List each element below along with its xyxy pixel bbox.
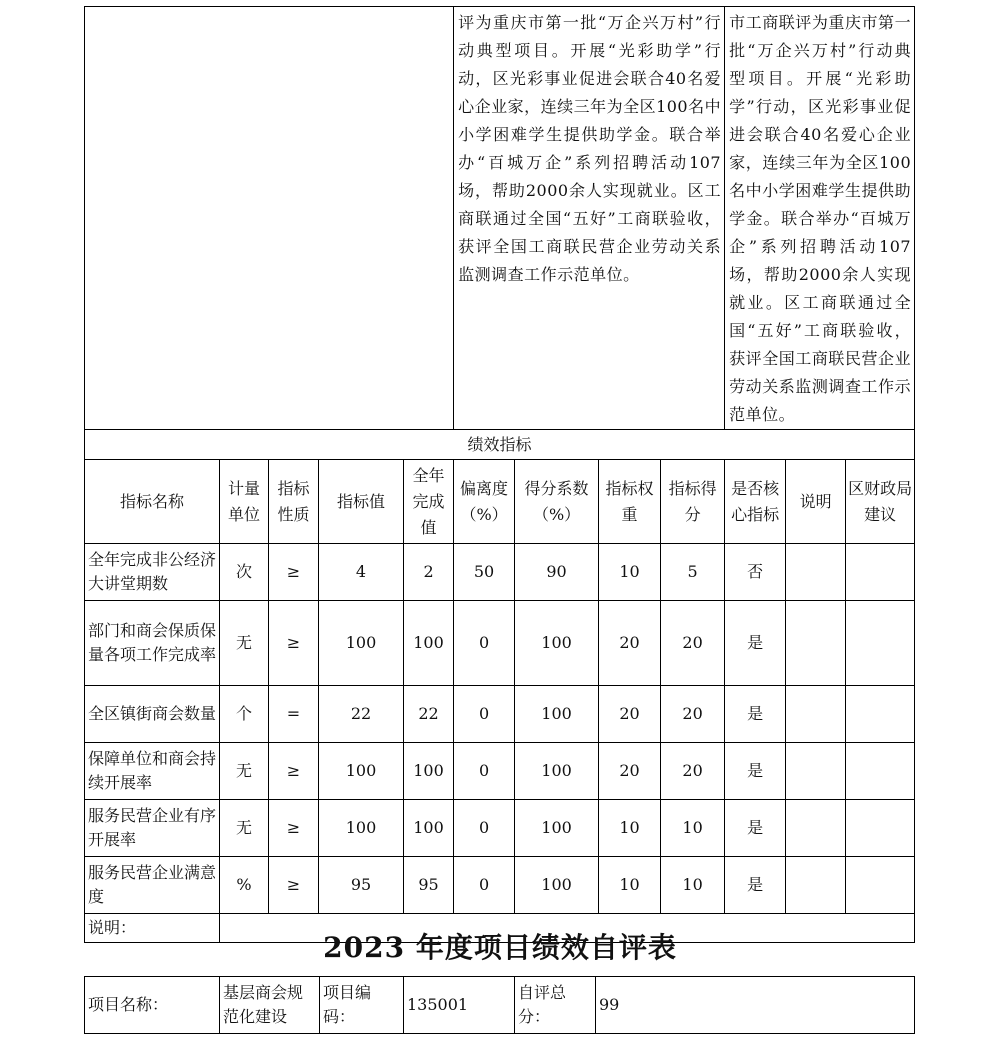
indicator-name: 全区镇街商会数量: [85, 686, 220, 743]
narrative-column-a: 评为重庆市第一批“万企兴万村”行动典型项目。开展“光彩助学”行动，区光彩事业促进会联合40名爱心企业家，连续三年为全区100名中小学困难学生提供助学金。联合举办“百城万企”系列招聘活动107场，帮助2000余人实现就业。区工商联通过全国“五好”工商联验收，获评全国工商联民营企业劳动关系监测调查工作示范单位。: [454, 7, 725, 430]
score: 10: [661, 857, 725, 914]
deviation: 50: [454, 544, 515, 601]
unit: %: [220, 857, 269, 914]
project-name-label: 项目名称：: [85, 977, 220, 1034]
score-coefficient: 100: [515, 800, 599, 857]
indicator-name: 服务民营企业有序开展率: [85, 800, 220, 857]
note: [786, 743, 846, 800]
target-value: 100: [319, 601, 404, 686]
score: 10: [661, 800, 725, 857]
table-row: [85, 800, 915, 857]
narrative-empty-cell: [85, 7, 454, 430]
actual-value: 95: [404, 857, 454, 914]
header-weight: 指标权重: [599, 460, 661, 544]
note: [786, 601, 846, 686]
score: 5: [661, 544, 725, 601]
header-row: [85, 460, 915, 544]
deviation: 0: [454, 686, 515, 743]
target-value: 4: [319, 544, 404, 601]
deviation: 0: [454, 857, 515, 914]
header-nature: 指标性质: [269, 460, 319, 544]
header-advice: 区财政局建议: [846, 460, 915, 544]
actual-value: 100: [404, 601, 454, 686]
unit: 次: [220, 544, 269, 601]
header-deviation: 偏离度（%）: [454, 460, 515, 544]
target-value: 22: [319, 686, 404, 743]
weight: 20: [599, 743, 661, 800]
core-flag: 否: [725, 544, 786, 601]
header-core: 是否核心指标: [725, 460, 786, 544]
core-flag: 是: [725, 601, 786, 686]
self-score-label: 自评总分：: [515, 977, 596, 1034]
project-info-row: [85, 977, 915, 1034]
target-value: 100: [319, 800, 404, 857]
narrative-column-b: 市工商联评为重庆市第一批“万企兴万村”行动典型项目。开展“光彩助学”行动，区光彩事业促进会联合40名爱心企业家，连续三年为全区100名中小学困难学生提供助学金。联合举办“百城万企”系列招聘活动107场，帮助2000余人实现就业。区工商联通过全国“五好”工商联验收，获评全国工商联民营企业劳动关系监测调查工作示范单位。: [725, 7, 915, 430]
core-flag: 是: [725, 857, 786, 914]
weight: 10: [599, 800, 661, 857]
actual-value: 22: [404, 686, 454, 743]
section-title: 绩效指标: [85, 430, 915, 460]
score: 20: [661, 743, 725, 800]
header-note: 说明: [786, 460, 846, 544]
score: 20: [661, 686, 725, 743]
note: [786, 800, 846, 857]
note: [786, 544, 846, 601]
nature: ≥: [269, 800, 319, 857]
unit: 无: [220, 601, 269, 686]
score-coefficient: 90: [515, 544, 599, 601]
indicator-name: 服务民营企业满意度: [85, 857, 220, 914]
finance-advice: [846, 686, 915, 743]
header-unit: 计量单位: [220, 460, 269, 544]
score-coefficient: 100: [515, 601, 599, 686]
weight: 10: [599, 544, 661, 601]
finance-advice: [846, 743, 915, 800]
unit: 个: [220, 686, 269, 743]
weight: 10: [599, 857, 661, 914]
score-coefficient: 100: [515, 743, 599, 800]
table-row: [85, 743, 915, 800]
actual-value: 100: [404, 743, 454, 800]
indicator-name: 保障单位和商会持续开展率: [85, 743, 220, 800]
nature: ≥: [269, 743, 319, 800]
note: [786, 857, 846, 914]
weight: 20: [599, 601, 661, 686]
score-coefficient: 100: [515, 686, 599, 743]
table-row: [85, 601, 915, 686]
finance-advice: [846, 800, 915, 857]
table-row: [85, 857, 915, 914]
self-score-value: 99: [596, 977, 915, 1034]
nature: ≥: [269, 544, 319, 601]
unit: 无: [220, 800, 269, 857]
narrative-row: [85, 7, 915, 430]
performance-table: [84, 6, 915, 943]
core-flag: 是: [725, 800, 786, 857]
core-flag: 是: [725, 686, 786, 743]
deviation: 0: [454, 601, 515, 686]
header-indicator-name: 指标名称: [85, 460, 220, 544]
project-info-table: [84, 976, 915, 1034]
deviation: 0: [454, 743, 515, 800]
project-name-value: 基层商会规范化建设: [220, 977, 320, 1034]
remark-label: 说明：: [85, 914, 220, 943]
core-flag: 是: [725, 743, 786, 800]
nature: ≥: [269, 601, 319, 686]
actual-value: 100: [404, 800, 454, 857]
header-target: 指标值: [319, 460, 404, 544]
note: [786, 686, 846, 743]
indicator-name: 全年完成非公经济大讲堂期数: [85, 544, 220, 601]
score: 20: [661, 601, 725, 686]
indicator-name: 部门和商会保质保量各项工作完成率: [85, 601, 220, 686]
nature: ≥: [269, 857, 319, 914]
finance-advice: [846, 601, 915, 686]
table-row: [85, 544, 915, 601]
project-code-label: 项目编码：: [320, 977, 404, 1034]
finance-advice: [846, 857, 915, 914]
section-row: [85, 430, 915, 460]
score-coefficient: 100: [515, 857, 599, 914]
header-score: 指标得分: [661, 460, 725, 544]
unit: 无: [220, 743, 269, 800]
page-title: 2023 年度项目绩效自评表: [323, 931, 677, 964]
header-coef: 得分系数（%）: [515, 460, 599, 544]
header-actual: 全年完成值: [404, 460, 454, 544]
weight: 20: [599, 686, 661, 743]
table-row: [85, 686, 915, 743]
actual-value: 2: [404, 544, 454, 601]
deviation: 0: [454, 800, 515, 857]
nature: =: [269, 686, 319, 743]
project-code-value: 135001: [404, 977, 515, 1034]
target-value: 95: [319, 857, 404, 914]
finance-advice: [846, 544, 915, 601]
target-value: 100: [319, 743, 404, 800]
